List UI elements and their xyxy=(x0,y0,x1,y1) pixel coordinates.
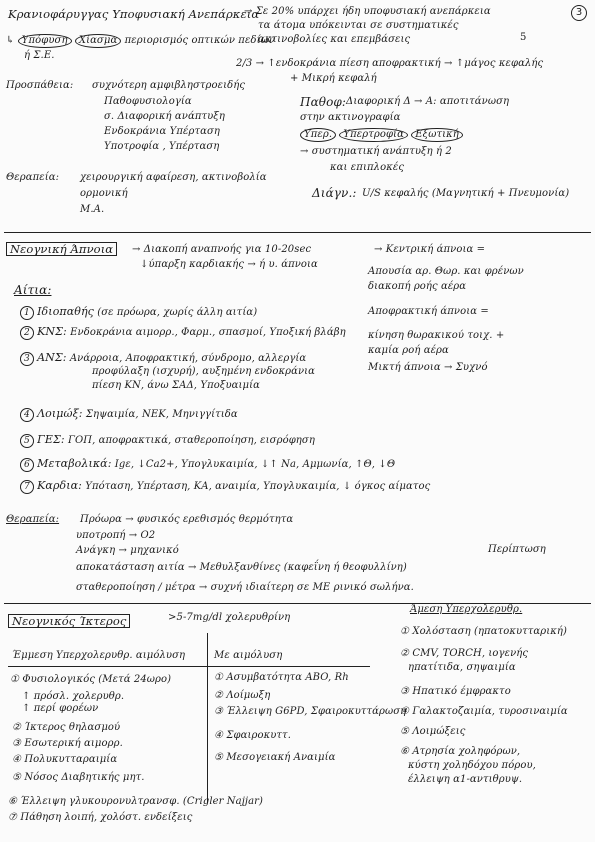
jaundice-cause: ① Φυσιολογικός (Μετά 24ωρο) xyxy=(10,674,172,685)
central-apnea-text: διακοπή ροής αέρα xyxy=(368,281,467,292)
jaundice-cause: ⑦ Πάθηση λοιπή, χολόστ. ενδείξεις xyxy=(8,812,193,823)
apnea-title xyxy=(6,242,117,256)
symptoms-label: Προσπάθεια: xyxy=(6,80,74,91)
cause-text: Ιgε, ↓Ca2+, Υπογλυκαιμία, ↓↑ Na, Αμμωνία, ↑Θ, ↓Θ xyxy=(114,459,396,470)
pathophysiology-text: Διαφορική Δ → Α: αποτιτάνωση xyxy=(346,96,510,107)
symptom-item: σ. Διαφορική ανάπτυξη xyxy=(104,111,225,122)
jaundice-cause: ⑤ Νόσος Διαβητικής μητ. xyxy=(12,772,145,783)
jaundice-cause: ↑ πρόσλ. χολερυθρ. xyxy=(22,691,125,702)
cause-text: (σε πρόωρα, χωρίς άλλη αιτία) xyxy=(97,307,258,318)
side-number: 5 xyxy=(520,32,527,43)
cause-text: πίεση ΚΝ, άνω ΣΑΔ, Υποξυαιμία xyxy=(92,380,260,391)
cause-number: 1 xyxy=(20,306,34,320)
jaundice-cause: ⑤ Μεσογειακή Αναιμία xyxy=(214,752,336,763)
cause-text: Σηψαιμία, NEK, Μηνιγγίτιδα xyxy=(85,409,238,420)
therapy-item: ορμονική xyxy=(80,188,128,199)
cause-label: Λοιμώξ: xyxy=(37,407,83,420)
apnea-therapy-title: Θεραπεία: xyxy=(6,514,60,525)
pathophysiology-text: και επιπλοκές xyxy=(330,162,405,173)
jaundice-cause: ③ Εσωτερική αιμορρ. xyxy=(12,738,123,749)
jaundice-title xyxy=(8,614,130,628)
circled-term: Υπερ. xyxy=(300,128,336,142)
apnea-definition: ↓ύπαρξη καρδιακής → ή υ. άπνοια xyxy=(140,259,318,270)
jaundice-cause: ③ Έλλειψη G6PD, Σφαιροκυττάρωση xyxy=(214,706,407,717)
diagnosis-text: U/S κεφαλής (Μαγνητική + Πνευμονία) xyxy=(362,188,570,199)
cause-label: ΓΕΣ: xyxy=(37,433,65,446)
pathophysiology-label: Παθοφ: xyxy=(300,95,347,109)
section-title: Κρανιοφάρυγγας Υποφυσιακή Ανεπάρκεια xyxy=(8,7,260,21)
subtitle-text: περιορισμός οπτικών πεδίων xyxy=(124,35,276,46)
therapy-item: Μ.Α. xyxy=(80,204,105,215)
right-note-1: 2/3 → ↑ενδοκράνια πίεση αποφρακτική → ↑μάγος κεφαλής xyxy=(236,58,544,69)
boxed-title: Νεογνικός Ίκτερος xyxy=(8,614,130,628)
cause-label: ΑΝΣ: xyxy=(37,351,67,364)
apnea-therapy-line: σταθεροποίηση / μέτρα → συχνή ιδιαίτερη σε ΜΕ ρινικό σωλήνα. xyxy=(76,582,414,593)
boxed-title: Νεογνική Άπνοια xyxy=(6,242,117,256)
cause-item xyxy=(20,408,238,422)
apnea-therapy-line: Ανάγκη → μηχανικό xyxy=(76,545,179,556)
symptom-item: Παθοφυσιολογία xyxy=(104,96,192,107)
symptom-item: συχνότερη αμφιβληστροειδής xyxy=(92,80,246,91)
cause-number: 2 xyxy=(20,326,34,340)
cause-item xyxy=(20,306,257,320)
jaundice-cause: ④ Πολυκυτταραιμία xyxy=(12,754,118,765)
jaundice-cause: ⑥ Έλλειψη γλυκουρονυλτρανσφ. (Crigler Najjar) xyxy=(8,796,264,807)
right-note-2: + Μικρή κεφαλή xyxy=(290,73,377,84)
circled-term: Χίασμα xyxy=(75,34,121,48)
cause-text: προφύλαξη (ισχυρή), αυξημένη ενδοκράνια xyxy=(92,366,316,377)
jaundice-cause: κύστη χοληδόχου πόρου, xyxy=(408,760,536,771)
cause-text: Ενδοκράνια αιμορρ., Φαρμ., σπασμοί, Υποξική βλάβη xyxy=(70,327,346,338)
pathophysiology-circles xyxy=(300,128,463,142)
subtitle-line-2: ή Σ.Ε. xyxy=(24,50,55,61)
cause-text: Ανάρροια, Αποφρακτική, σύνδρομο, αλλεργία xyxy=(69,353,307,364)
central-apnea: → Κεντρική άπνοια = xyxy=(374,244,486,255)
cause-text: Υπόταση, Υπέρταση, ΚΑ, αναιμία, Υπογλυκαιμία, ↓ όγκος αίματος xyxy=(85,481,431,492)
jaundice-cause: ④ Γαλακτοζαιμία, τυροσιναιμία xyxy=(400,706,568,717)
obstructive-apnea-text: κίνηση θωρακικού τοιχ. + xyxy=(368,330,505,341)
cause-number: 3 xyxy=(20,352,34,366)
obstructive-apnea: Αποφρακτική άπνοια = xyxy=(368,306,489,317)
jaundice-col1-title: Έμμεση Υπερχολερυθρ. αιμόλυση xyxy=(12,650,186,661)
jaundice-cause: ① Χολόσταση (ηπατοκυτταρική) xyxy=(400,626,568,637)
table-vline xyxy=(207,633,208,803)
pathophysiology-text: → συστηματική ανάπτυξη ή 2 xyxy=(300,146,452,157)
subtitle-row xyxy=(6,34,275,48)
cause-number: 7 xyxy=(20,480,34,494)
circled-term: Υπερτροφία xyxy=(339,128,408,142)
jaundice-col2-title: Με αιμόλυση xyxy=(214,650,283,661)
cause-item xyxy=(20,434,315,448)
cause-label: ΚΝΣ: xyxy=(37,325,67,338)
apnea-therapy-note: Περίπτωση xyxy=(488,544,546,555)
jaundice-cause: ② CMV, TORCH, ιογενής xyxy=(400,648,529,659)
central-apnea-text: Απουσία αρ. Θωρ. και φρένων xyxy=(368,266,524,277)
jaundice-cause: ② Λοίμωξη xyxy=(214,690,271,701)
cause-number: 5 xyxy=(20,434,34,448)
apnea-therapy-line: Πρόωρα → φυσικός ερεθισμός θερμότητα xyxy=(80,514,294,525)
circled-term: Υπόφυση xyxy=(18,34,72,48)
cause-label: Ιδιοπαθής xyxy=(37,305,94,318)
circled-term: Εξωτική xyxy=(411,128,463,142)
table-hline xyxy=(8,666,370,667)
jaundice-cause: ④ Σφαιροκυττ. xyxy=(214,730,291,741)
jaundice-cause: έλλειψη α1-αντιθρυψ. xyxy=(408,774,523,785)
mixed-apnea: Μικτή άπνοια → Συχνό xyxy=(368,362,488,373)
therapy-item: χειρουργική αφαίρεση, ακτινοβολία xyxy=(80,172,267,183)
therapy-label: Θεραπεία: xyxy=(6,172,60,183)
title-note-2: τα άτομα υπόκεινται σε συστηματικές xyxy=(258,20,459,31)
apnea-therapy-line: υποτροπή → O2 xyxy=(76,530,156,541)
jaundice-subtitle: >5-7mg/dl χολερυθρίνη xyxy=(168,612,291,623)
cause-text: ΓΟΠ, αποφρακτικά, σταθεροποίηση, εισρόφηση xyxy=(67,435,315,446)
diagnosis-label: Διάγν.: xyxy=(312,186,357,200)
cause-item xyxy=(92,380,260,392)
cause-number: 6 xyxy=(20,458,34,472)
cause-label: Μεταβολικά: xyxy=(37,457,112,470)
jaundice-cause: ② Ίκτερος θηλασμού xyxy=(12,722,121,733)
divider xyxy=(4,232,591,233)
causes-title: Αίτια: xyxy=(14,283,52,297)
jaundice-cause: ③ Ηπατικό έμφρακτο xyxy=(400,686,511,697)
title-note-1: → Σε 20% υπάρχει ήδη υποφυσιακή ανεπάρκεια xyxy=(244,6,491,17)
jaundice-cause: ① Ασυμβατότητα ABO, Rh xyxy=(214,672,349,683)
cause-item xyxy=(20,352,306,366)
jaundice-col3-title: Άμεση Υπερχολερυθρ. xyxy=(410,604,523,615)
cause-item xyxy=(92,366,315,378)
jaundice-cause: ⑥ Ατρησία χοληφόρων, xyxy=(400,746,521,757)
cause-item xyxy=(20,458,395,472)
symptom-item: Ενδοκράνια Υπέρταση xyxy=(104,126,220,137)
page-number: 3 xyxy=(571,5,587,21)
apnea-therapy-line: αποκατάσταση αιτία → Μεθυλξανθίνες (καφεΐνη ή θεοφυλλίνη) xyxy=(76,562,407,573)
arrow-symbol: ↳ xyxy=(6,35,15,46)
apnea-definition: → Διακοπή αναπνοής για 10-20sec xyxy=(132,244,312,255)
jaundice-cause: ηπατίτιδα, σηψαιμία xyxy=(408,662,516,673)
jaundice-cause: ↑ περί φορέων xyxy=(22,703,99,714)
cause-label: Καρδια: xyxy=(37,479,82,492)
cause-item xyxy=(20,326,346,340)
cause-number: 4 xyxy=(20,408,34,422)
jaundice-cause: ⑤ Λοιμώξεις xyxy=(400,726,466,737)
obstructive-apnea-text: καμία ροή αέρα xyxy=(368,345,449,356)
symptom-item: Υποτροφία , Υπέρταση xyxy=(104,141,220,152)
cause-item xyxy=(20,480,430,494)
pathophysiology-text: στην ακτινογραφία xyxy=(300,112,401,123)
title-note-3: ακτινοβολίες και επεμβάσεις xyxy=(258,34,411,45)
